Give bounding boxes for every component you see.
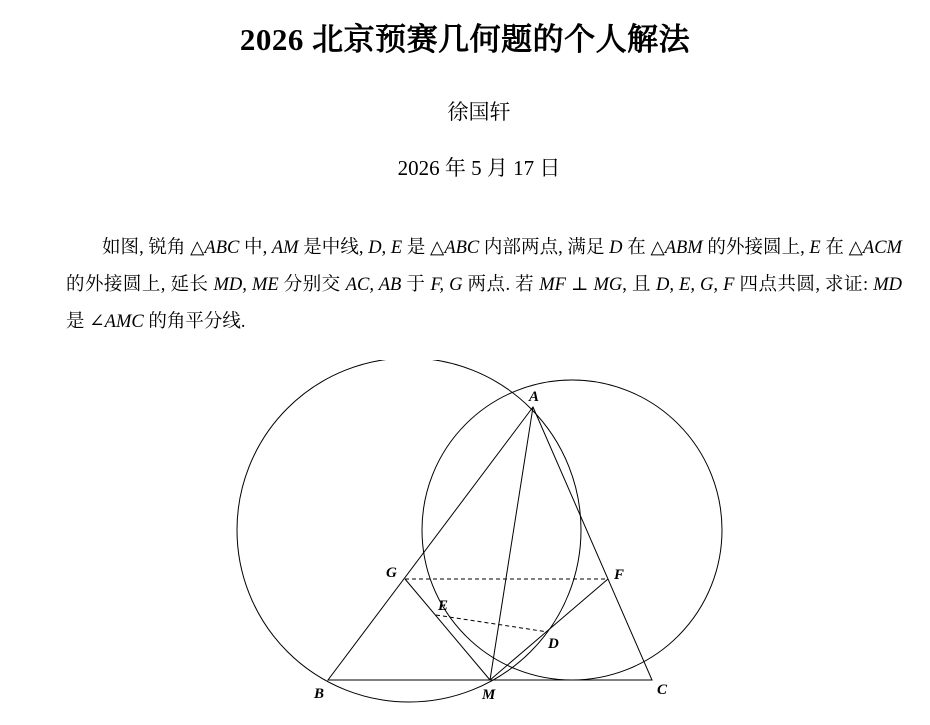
math-expression: F, G xyxy=(430,275,463,295)
triangle-abc xyxy=(328,407,652,680)
text-segment: 是中线, xyxy=(298,238,369,258)
segment-mg xyxy=(405,579,490,680)
label-d: D xyxy=(548,636,559,652)
author-name: 徐国轩 xyxy=(447,100,511,124)
math-expression: MF ⊥ MG xyxy=(539,275,623,295)
math-expression: △ACM xyxy=(848,238,902,258)
geometry-figure xyxy=(0,360,930,725)
label-a: A xyxy=(529,389,540,405)
circumcircle-acm xyxy=(422,380,722,680)
text-segment: 内部两点, 满足 xyxy=(479,238,610,258)
text-segment: 于 xyxy=(401,275,431,295)
text-segment: 如图, 锐角 xyxy=(102,238,191,258)
label-c: C xyxy=(657,682,668,698)
text-segment: 是 xyxy=(402,238,431,258)
text-segment: 是 xyxy=(66,312,90,332)
math-expression: MD, ME xyxy=(213,275,279,295)
math-expression: △ABC xyxy=(430,238,480,258)
label-m: M xyxy=(482,687,496,703)
math-expression: AC, AB xyxy=(345,275,402,295)
text-segment: 中, xyxy=(239,238,272,258)
text-segment: 的外接圆上, xyxy=(702,238,810,258)
text-segment: 分别交 xyxy=(278,275,346,295)
text-segment: 在 xyxy=(820,238,849,258)
paper-date: 2026 年 5 月 17 日 xyxy=(397,156,561,180)
math-expression: AM xyxy=(271,238,299,258)
math-expression: △ABC xyxy=(190,238,240,258)
text-segment: 四点共圆, 求证: xyxy=(734,275,874,295)
text-segment: 在 xyxy=(622,238,651,258)
text-segment: , 且 xyxy=(622,275,656,295)
text-segment: 的外接圆上, 延长 xyxy=(66,275,214,295)
dashed-ed xyxy=(436,615,548,632)
text-segment: 两点. 若 xyxy=(462,275,540,295)
segment-mf xyxy=(490,579,608,680)
text-segment: 的角平分线. xyxy=(143,312,246,332)
math-expression: MD xyxy=(873,275,902,295)
math-expression: ∠AMC xyxy=(89,312,144,332)
math-expression: D xyxy=(609,238,623,258)
label-e: E xyxy=(438,598,449,614)
math-expression: △ABM xyxy=(650,238,703,258)
label-b: B xyxy=(314,686,325,702)
math-expression: D, E xyxy=(368,238,403,258)
math-expression: D, E, G, F xyxy=(655,275,735,295)
label-g: G xyxy=(386,565,397,581)
label-f: F xyxy=(614,567,625,583)
paper-title: 2026 北京预赛几何题的个人解法 xyxy=(239,22,691,57)
problem-statement xyxy=(66,230,902,341)
math-expression: E xyxy=(809,238,821,258)
median-am xyxy=(490,407,533,680)
